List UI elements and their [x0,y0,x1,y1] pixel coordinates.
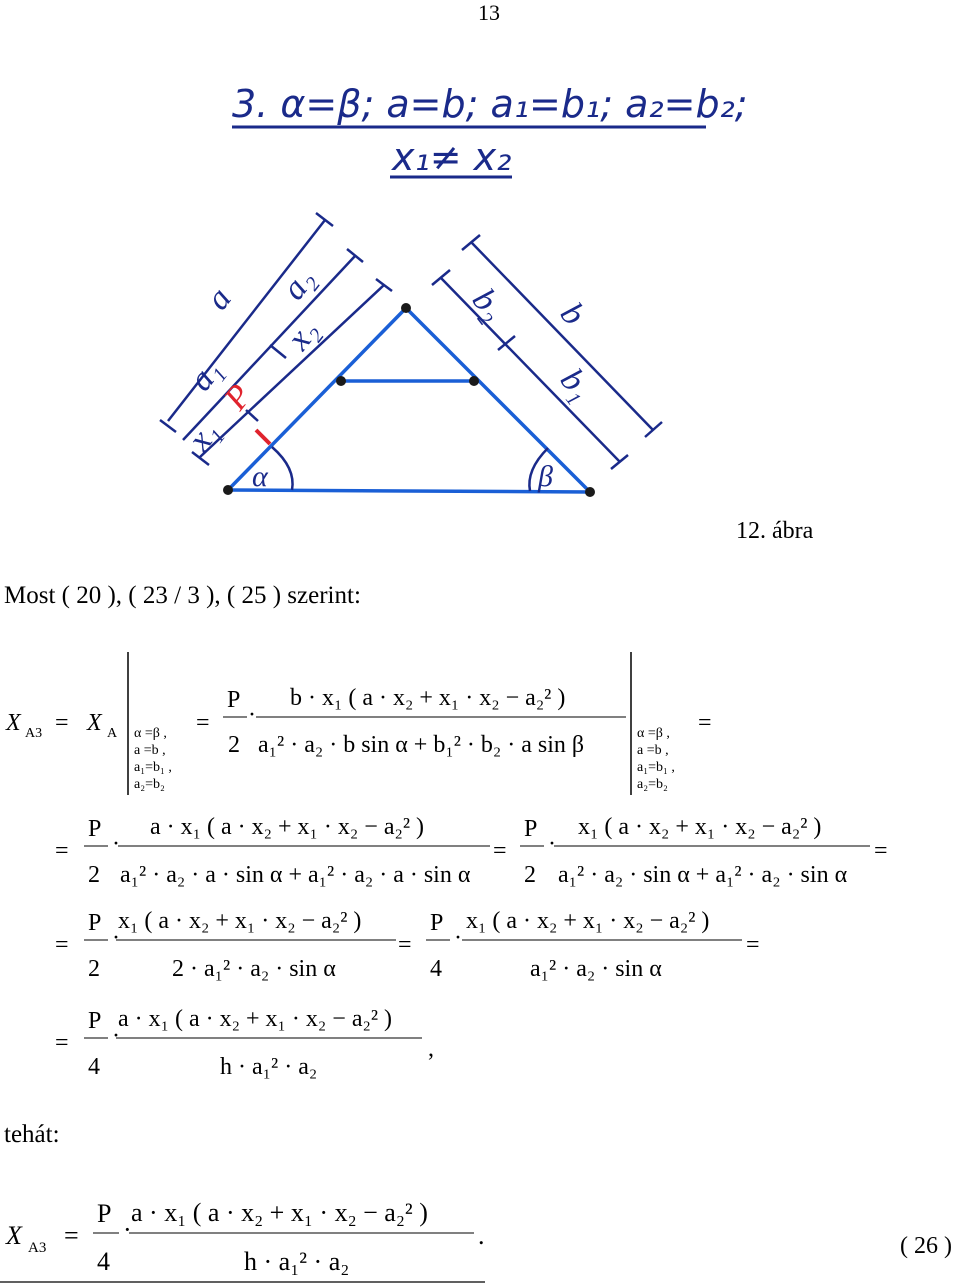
svg-text:A3: A3 [28,1240,47,1256]
label-a: a [199,280,239,317]
svg-text:h · a₁² · a₂: h · a₁² · a₂ [220,1054,318,1080]
svg-text:=: = [55,1030,69,1056]
svg-text:=: = [55,710,69,736]
svg-text:X: X [87,710,102,736]
svg-text:a₁² · a₂ · a · sin α + a₁² · a: a₁² · a₂ · a · sin α + a₁² · a₂ · a · sin α [120,862,471,888]
svg-text:x₁ ( a · x₂ + x₁ · x₂ − a₂² ): x₁ ( a · x₂ + x₁ · x₂ − a₂² ) [578,814,822,840]
label-b: b [552,296,593,333]
svg-text:a₁=b₁ ,: a₁=b₁ , [134,760,172,775]
svg-text:·: · [454,925,462,951]
svg-text:a₁² · a₂ · sin α + a₁² · a₂ ·: a₁² · a₂ · sin α + a₁² · a₂ · sin α [558,862,848,888]
svg-text:·: · [112,925,120,951]
svg-text:X: X [6,1221,22,1250]
label-b1: b₁ [552,362,600,408]
svg-text:x₁ ( a · x₂ + x₁ · x₂ − a₂² ): x₁ ( a · x₂ + x₁ · x₂ − a₂² ) [466,908,710,934]
trapezoid-figure [0,60,760,520]
svg-text:a · x₁ ( a · x₂ + x₁ · x₂ − a₂: a · x₁ ( a · x₂ + x₁ · x₂ − a₂² ) [150,814,425,840]
svg-text:a₂=b₂: a₂=b₂ [134,777,165,792]
page-number: 13 [478,0,500,25]
label-alpha: α [252,460,268,493]
svg-text:·: · [112,1023,120,1049]
svg-text:α =β ,: α =β , [134,726,167,741]
svg-text:,: , [428,1036,434,1062]
svg-text:a₁=b₁ ,: a₁=b₁ , [637,760,675,775]
svg-text:P: P [88,816,102,842]
equation-number: ( 26 ) [900,1233,952,1259]
svg-text:2: 2 [524,862,536,888]
derivation-formulas [0,640,960,1090]
figure-heading-2: x₁≠ x₂ [392,135,512,179]
conclusion-label: tehát: [4,1121,60,1148]
svg-text:·: · [248,702,256,728]
svg-text:=: = [55,838,69,864]
svg-text:4: 4 [97,1247,110,1276]
label-p: P [217,377,260,417]
label-x2: x₂ [280,312,326,357]
svg-text:.: . [478,1221,485,1250]
svg-text:X: X [6,710,21,736]
svg-text:2: 2 [228,732,240,758]
svg-text:a =b ,: a =b , [134,743,166,758]
right-dimension-lines [432,235,662,469]
angle-alpha-arc [272,447,293,490]
label-b2: b₂ [464,282,512,328]
svg-text:x₁ ( a · x₂ + x₁ · x₂ − a₂² ): x₁ ( a · x₂ + x₁ · x₂ − a₂² ) [118,908,362,934]
label-x1: x₁ [181,413,227,458]
svg-text:=: = [196,710,210,736]
svg-text:α =β ,: α =β , [637,726,670,741]
point-p-mark [256,430,270,444]
svg-text:P: P [97,1199,112,1228]
svg-text:·: · [548,831,556,857]
svg-text:·: · [112,831,120,857]
svg-text:=: = [398,932,412,958]
label-a1: a₁ [182,352,230,398]
svg-text:P: P [227,687,241,713]
figure-caption: 12. ábra [736,518,814,544]
svg-text:A: A [107,726,118,741]
svg-text:=: = [64,1221,79,1250]
svg-text:A3: A3 [25,726,43,741]
svg-text:=: = [55,932,69,958]
svg-text:2 · a₁² · a₂ · sin α: 2 · a₁² · a₂ · sin α [172,956,336,982]
svg-text:a₂=b₂: a₂=b₂ [637,777,668,792]
label-a2: a₂ [275,261,323,307]
svg-text:2: 2 [88,862,100,888]
svg-text:P: P [88,1008,102,1034]
svg-text:a · x₁ ( a · x₂ + x₁ · x₂ − a₂: a · x₁ ( a · x₂ + x₁ · x₂ − a₂² ) [131,1198,428,1227]
figure-heading-1: 3. α=β; a=b; a₁=b₁; a₂=b₂; [232,82,748,126]
svg-text:=: = [746,932,760,958]
svg-text:P: P [88,910,102,936]
svg-text:h · a₁² · a₂: h · a₁² · a₂ [244,1247,350,1276]
final-formula [0,1175,880,1286]
svg-text:=: = [493,838,507,864]
svg-text:a₁² · a₂ · b sin α + b₁² · b₂: a₁² · a₂ · b sin α + b₁² · b₂ · a sin β [258,732,585,758]
svg-text:2: 2 [88,956,100,982]
svg-text:P: P [430,910,444,936]
svg-text:P: P [524,816,538,842]
svg-text:4: 4 [430,956,442,982]
svg-text:a₁² · a₂ · sin α: a₁² · a₂ · sin α [530,956,662,982]
label-beta: β [538,460,553,493]
svg-text:a =b ,: a =b , [637,743,669,758]
svg-text:4: 4 [88,1054,100,1080]
svg-text:a · x₁ ( a · x₂ + x₁ · x₂ − a₂: a · x₁ ( a · x₂ + x₁ · x₂ − a₂² ) [118,1006,393,1032]
svg-text:b · x₁ ( a · x₂ + x₁ · x₂ − a₂: b · x₁ ( a · x₂ + x₁ · x₂ − a₂² ) [290,685,566,711]
svg-text:=: = [874,838,888,864]
intro-text: Most ( 20 ), ( 23 / 3 ), ( 25 ) szerint: [4,582,361,609]
svg-text:=: = [698,710,712,736]
svg-text:·: · [123,1215,132,1244]
